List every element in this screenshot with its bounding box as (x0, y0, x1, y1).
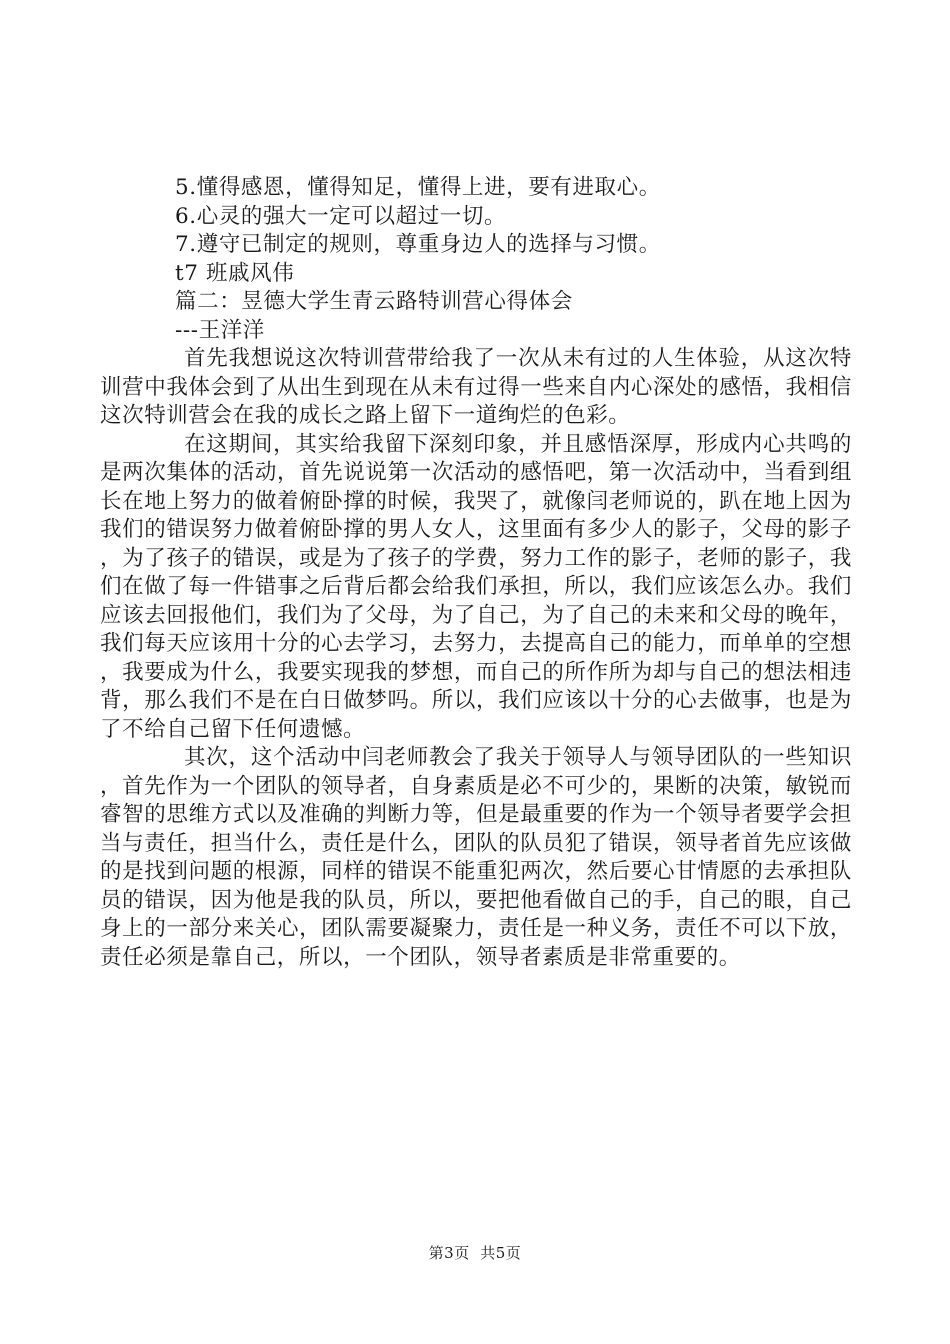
section-title: 篇二：昱德大学生青云路特训营心得体会 (175, 289, 573, 314)
paragraph: 其次，这个活动中闫老师教会了我关于领导人与领导团队的一些知识，首先作为一个团队的领导者，自身素质是必不可少的，果断的决策，敏锐而睿智的思维方式以及准确的判断力等，但是最重要的作为一个领导者要学会担当与责任，担当什么，责任是什么，团队的队员犯了错误，领导者首先应该做的是找到问题的根源，同样的错误不能重犯两次，然后要心甘情愿的去承担队员的错误，因为他是我的队员，所以，要把他看做自己的手，自己的眼，自己身上的一部分来关心，团队需要凝聚力，责任是一种义务，责任不可以下放，责任必须是靠自己，所以，一个团队，领导者素质是非常重要的。 (100, 745, 852, 970)
page-number: 第3页 (428, 1244, 470, 1262)
page-footer (0, 1243, 950, 1263)
signature-line: t7 班戚风伟 (175, 260, 295, 286)
page-total: 共5页 (480, 1244, 522, 1262)
list-item: 6.心灵的强大一定可以超过一切。 (175, 203, 507, 229)
document-body (100, 174, 852, 972)
list-item: 5.懂得感恩，懂得知足，懂得上进，要有进取心。 (175, 175, 661, 200)
list-item: 7.遵守已制定的规则，尊重身边人的选择与习惯。 (175, 232, 661, 257)
author-line: ---王洋洋 (175, 317, 265, 343)
paragraph: 首先我想说这次特训营带给我了一次从未有过的人生体验，从这次特训营中我体会到了从出生到现在从未有过得一些来自内心深处的感悟，我相信这次特训营会在我的成长之路上留下一道绚烂的色彩。 (100, 346, 852, 428)
paragraph: 在这期间，其实给我留下深刻印象，并且感悟深厚，形成内心共鸣的是两次集体的活动，首先说说第一次活动的感悟吧，第一次活动中，当看到组长在地上努力的做着俯卧撑的时候，我哭了，就像闫老师说的，趴在地上因为我们的错误努力做着俯卧撑的男人女人，这里面有多少人的影子，父母的影子，为了孩子的错误，或是为了孩子的学费，努力工作的影子，老师的影子，我们在做了每一件错事之后背后都会给我们承担，所以，我们应该怎么办。我们应该去回报他们，我们为了父母，为了自己，为了自己的未来和父母的晚年，我们每天应该用十分的心去学习，去努力，去提高自己的能力，而单单的空想，我要成为什么，我要实现我的梦想，而自己的所作所为却与自己的想法相违背，那么我们不是在白日做梦吗。所以，我们应该以十分的心去做事，也是为了不给自己留下任何遗憾。 (100, 431, 852, 742)
